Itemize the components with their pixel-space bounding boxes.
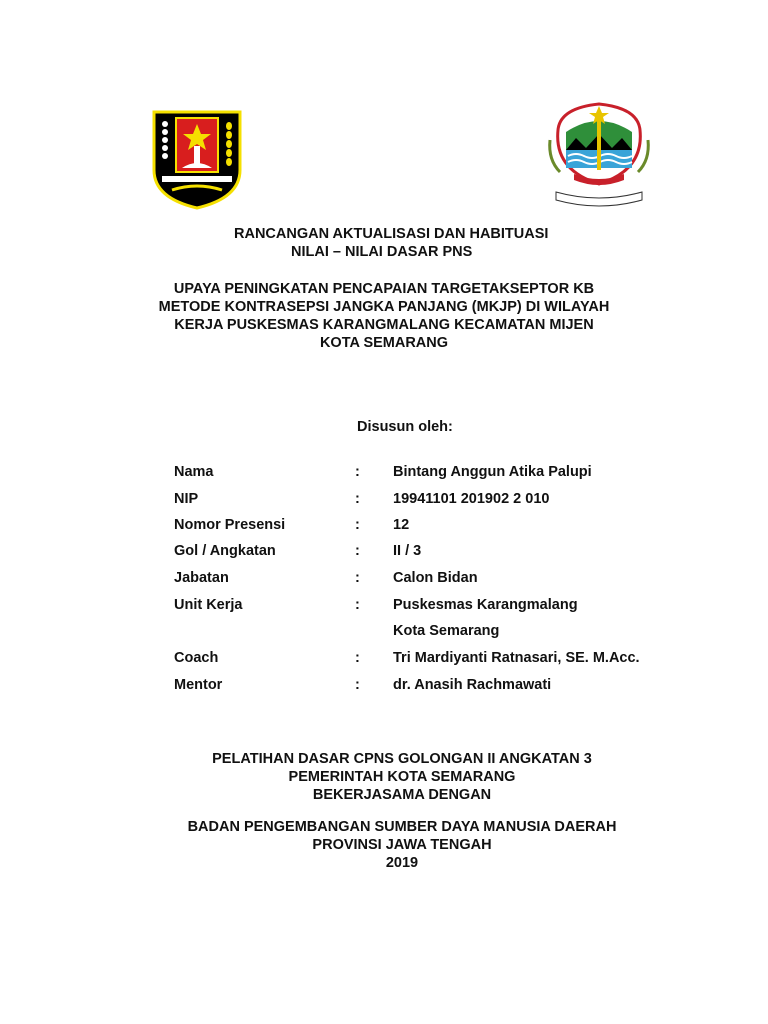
detail-label: Jabatan — [174, 570, 229, 586]
detail-value: Bintang Anggun Atika Palupi — [393, 464, 592, 480]
detail-value: dr. Anasih Rachmawati — [393, 677, 552, 693]
detail-colon: : — [355, 517, 360, 533]
document-title-line1: RANCANGAN AKTUALISASI DAN HABITUASI — [234, 226, 549, 242]
footer-line: PELATIHAN DASAR CPNS GOLONGAN II ANGKATAN 3 — [212, 751, 592, 767]
author-heading: Disusun oleh: — [357, 419, 453, 435]
detail-value: Puskesmas Karangmalang — [393, 597, 578, 613]
footer-line: PROVINSI JAWA TENGAH — [312, 837, 492, 853]
detail-colon: : — [355, 543, 360, 559]
detail-value: 19941101 201902 2 010 — [393, 491, 550, 507]
footer-year: 2019 — [385, 855, 419, 871]
subtitle-line: KOTA SEMARANG — [319, 335, 449, 351]
detail-colon: : — [355, 677, 360, 693]
detail-row-nama — [174, 464, 674, 480]
subtitle-line: UPAYA PENINGKATAN PENCAPAIAN TARGETAKSEPTOR KB — [173, 281, 595, 297]
detail-colon: : — [355, 597, 360, 613]
detail-colon: : — [355, 650, 360, 666]
detail-colon: : — [355, 570, 360, 586]
kota-semarang-logo — [152, 110, 242, 210]
detail-value: Calon Bidan — [393, 570, 478, 586]
subtitle-line: KERJA PUSKESMAS KARANGMALANG KECAMATAN MIJEN — [174, 317, 594, 333]
footer-line: BEKERJASAMA DENGAN — [312, 787, 492, 803]
footer-line: PEMERINTAH KOTA SEMARANG — [288, 769, 516, 785]
detail-label: Gol / Angkatan — [174, 543, 276, 559]
detail-label: Nomor Presensi — [174, 517, 286, 533]
detail-row-coach — [174, 650, 674, 666]
detail-colon: : — [355, 464, 360, 480]
detail-value: Kota Semarang — [393, 623, 500, 639]
detail-value: Tri Mardiyanti Ratnasari, SE. M.Acc. — [393, 650, 640, 666]
document-title-line2: NILAI – NILAI DASAR PNS — [291, 244, 473, 260]
detail-row-presensi — [174, 517, 674, 533]
detail-label: Mentor — [174, 677, 223, 693]
detail-row-jabatan — [174, 570, 674, 586]
jawa-tengah-logo — [546, 100, 652, 212]
footer-line: BADAN PENGEMBANGAN SUMBER DAYA MANUSIA DAERAH — [187, 819, 617, 835]
detail-row-unit-kerja-cont — [174, 623, 674, 639]
subtitle-line: METODE KONTRASEPSI JANGKA PANJANG (MKJP) DI WILAYAH — [158, 299, 610, 315]
detail-colon: : — [355, 491, 360, 507]
detail-value: II / 3 — [393, 543, 422, 559]
detail-label: Nama — [174, 464, 214, 480]
detail-label: Unit Kerja — [174, 597, 243, 613]
detail-row-unit-kerja — [174, 597, 674, 613]
detail-label: Coach — [174, 650, 219, 666]
detail-row-gol — [174, 543, 674, 559]
detail-label: NIP — [174, 491, 199, 507]
detail-row-mentor — [174, 677, 674, 693]
detail-value: 12 — [393, 517, 410, 533]
detail-row-nip — [174, 491, 674, 507]
